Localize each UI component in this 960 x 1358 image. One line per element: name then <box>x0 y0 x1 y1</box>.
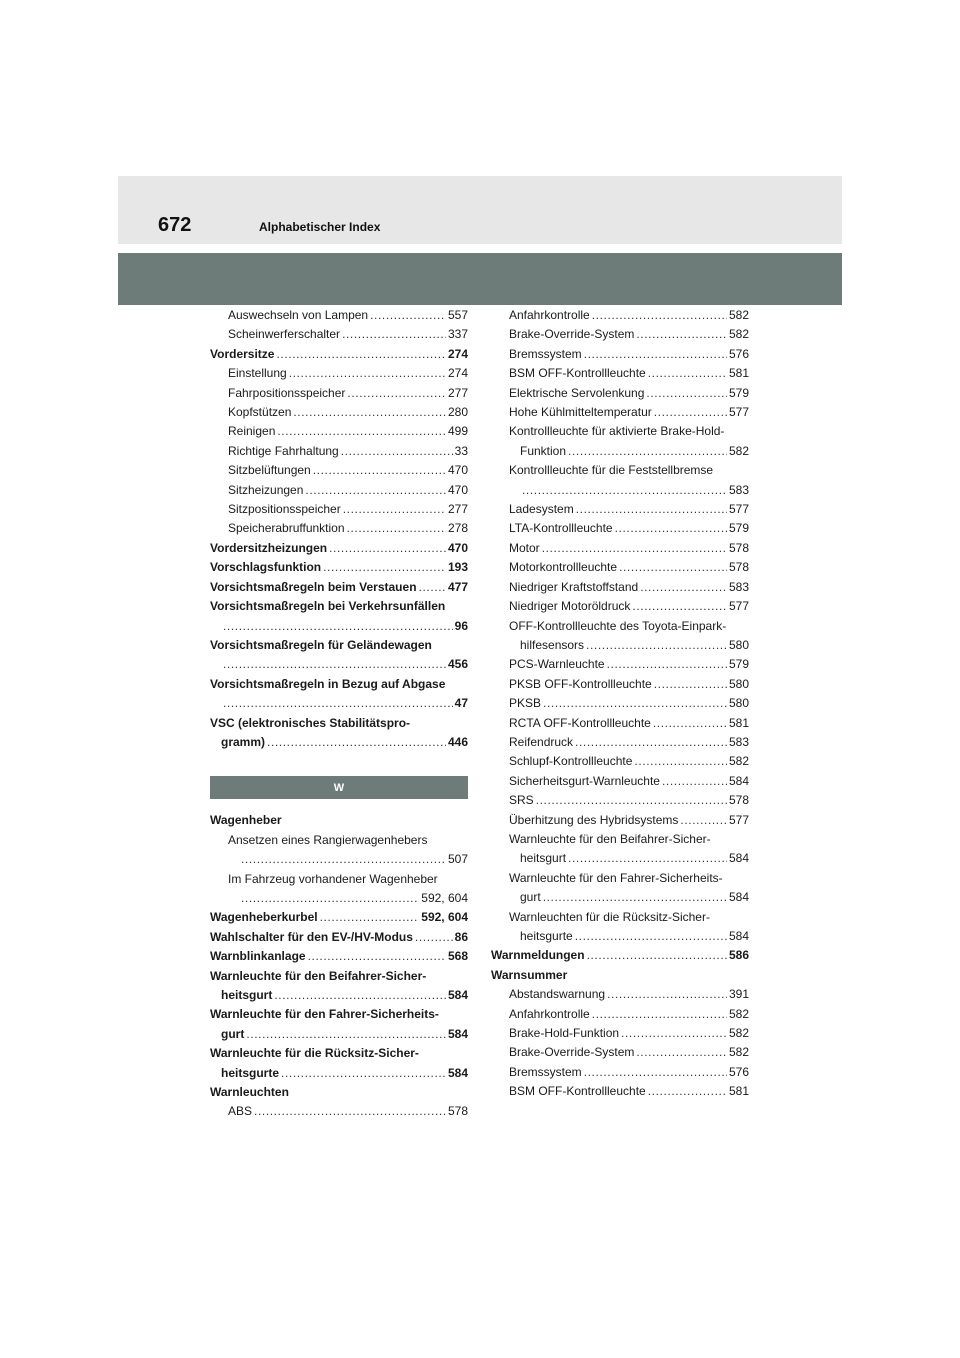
index-entry-term: Richtige Fahrhaltung <box>228 443 339 458</box>
index-page-ref[interactable]: 581 <box>728 715 749 730</box>
index-entry-term: PKSB <box>509 696 542 711</box>
index-subentry[interactable] <box>210 403 468 422</box>
index-entry[interactable] <box>210 636 468 675</box>
index-entry-term: Sitzbelüftungen <box>228 463 311 478</box>
index-entry-term: Schlupf-Kontrollleuchte <box>509 754 633 769</box>
index-entry-term-continued: gurt <box>221 1026 245 1041</box>
index-subentry[interactable] <box>491 384 749 403</box>
dot-leader <box>313 461 446 480</box>
index-entry-term: Warnleuchte für den Fahrer-Sicherheits- <box>509 870 723 885</box>
dot-leader <box>267 733 446 752</box>
index-subentry[interactable] <box>210 306 468 325</box>
dot-leader <box>241 850 446 869</box>
index-subentry[interactable] <box>491 1063 749 1082</box>
dot-leader <box>274 986 446 1005</box>
dot-leader <box>276 345 446 364</box>
index-column-right <box>491 306 749 1102</box>
index-entry-term: BSM OFF-Kontrollleuchte <box>509 1084 646 1099</box>
index-entry-term: Vorsichtsmaßregeln für Geländewagen <box>210 637 432 652</box>
index-page-ref[interactable]: 277 <box>447 385 468 400</box>
index-subentry[interactable] <box>491 461 749 500</box>
index-page-ref[interactable]: 584 <box>728 890 749 905</box>
index-entry-term: Fahrpositionsspeicher <box>228 385 346 400</box>
index-entry-term: Warnblinkanlage <box>210 949 306 964</box>
index-entry-term: Im Fahrzeug vorhandener Wagenheber <box>228 871 438 886</box>
index-entry[interactable] <box>491 966 749 985</box>
index-page-ref[interactable]: 86 <box>454 929 468 944</box>
index-page-ref[interactable]: 581 <box>728 366 749 381</box>
index-page-ref[interactable]: 577 <box>728 405 749 420</box>
index-entry-term: Speicherabruffunktion <box>228 521 345 536</box>
index-subentry[interactable] <box>491 869 749 908</box>
index-entry[interactable] <box>210 811 468 830</box>
dot-leader <box>586 636 727 655</box>
dot-leader <box>648 364 727 383</box>
index-page-ref[interactable]: 577 <box>728 502 749 517</box>
index-entry-term: Scheinwerferschalter <box>228 327 341 342</box>
dot-leader <box>543 888 727 907</box>
index-page-ref[interactable]: 579 <box>728 385 749 400</box>
index-page-ref[interactable]: 592, 604 <box>421 910 468 925</box>
dot-leader <box>293 403 446 422</box>
dot-leader <box>621 1024 727 1043</box>
dot-leader <box>619 558 727 577</box>
dot-leader <box>634 752 727 771</box>
index-page-ref[interactable]: 446 <box>447 734 468 749</box>
index-page-ref[interactable]: 580 <box>728 696 749 711</box>
index-subentry[interactable] <box>491 403 749 422</box>
index-page-ref[interactable]: 278 <box>447 521 468 536</box>
index-entry-term: Vorsichtsmaßregeln beim Verstauen <box>210 579 417 594</box>
index-entry-term: Sitzpositionsspeicher <box>228 502 341 517</box>
index-page-ref[interactable]: 583 <box>728 482 749 497</box>
index-subentry[interactable] <box>210 461 468 480</box>
dot-leader <box>254 1102 446 1121</box>
index-entry-term: Ansetzen eines Rangierwagenhebers <box>228 832 428 847</box>
index-page-ref[interactable]: 582 <box>728 754 749 769</box>
index-subentry[interactable] <box>491 733 749 752</box>
index-entry-term-continued: gurt <box>520 890 541 905</box>
index-subentry[interactable] <box>491 655 749 674</box>
index-page-ref[interactable]: 583 <box>728 579 749 594</box>
index-page-ref[interactable]: 470 <box>447 463 468 478</box>
index-entry[interactable] <box>210 578 468 597</box>
index-entry-term: Überhitzung des Hybridsystems <box>509 812 679 827</box>
dot-leader <box>646 384 727 403</box>
index-subentry[interactable] <box>491 306 749 325</box>
index-subentry[interactable] <box>210 870 468 909</box>
index-subentry[interactable] <box>210 422 468 441</box>
index-entry-term: Anfahrkontrolle <box>509 1006 590 1021</box>
index-entry[interactable] <box>210 1083 468 1102</box>
index-page-ref[interactable]: 577 <box>728 812 749 827</box>
dot-leader <box>636 1043 727 1062</box>
index-subentry[interactable] <box>491 791 749 810</box>
section-band <box>118 253 842 305</box>
index-page-ref[interactable]: 582 <box>728 1045 749 1060</box>
index-entry-term-continued: Funktion <box>520 443 567 458</box>
index-entry-term: Brake-Override-System <box>509 1045 635 1060</box>
index-page-ref[interactable]: 582 <box>728 443 749 458</box>
index-page-ref[interactable]: 578 <box>728 540 749 555</box>
dot-leader <box>536 791 727 810</box>
index-subentry[interactable] <box>491 558 749 577</box>
dot-leader <box>615 519 727 538</box>
index-subentry[interactable] <box>491 985 749 1004</box>
index-page-ref[interactable]: 578 <box>728 793 749 808</box>
index-subentry[interactable] <box>210 325 468 344</box>
index-page-ref[interactable]: 280 <box>447 405 468 420</box>
index-page-ref[interactable]: 577 <box>728 599 749 614</box>
index-page-ref[interactable]: 33 <box>454 443 468 458</box>
dot-leader <box>662 772 727 791</box>
index-subentry[interactable] <box>210 1102 468 1121</box>
index-entry[interactable] <box>210 558 468 577</box>
index-entry-term: Vordersitzheizungen <box>210 540 328 555</box>
index-page-ref[interactable]: 470 <box>447 540 468 555</box>
dot-leader <box>654 403 727 422</box>
dot-leader <box>680 811 727 830</box>
index-page-ref[interactable]: 578 <box>728 560 749 575</box>
header-band <box>118 176 842 244</box>
index-entry[interactable] <box>210 967 468 1006</box>
index-page-ref[interactable]: 582 <box>728 1006 749 1021</box>
index-page-ref[interactable]: 582 <box>728 327 749 342</box>
index-entry-term: Niedriger Motoröldruck <box>509 599 631 614</box>
index-subentry[interactable] <box>491 617 749 656</box>
index-entry-term: Niedriger Kraftstoffstand <box>509 579 639 594</box>
dot-leader <box>370 306 446 325</box>
dot-leader <box>323 558 446 577</box>
page-number: 672 <box>158 214 192 236</box>
index-entry[interactable] <box>210 539 468 558</box>
dot-leader <box>223 694 453 713</box>
dot-leader <box>648 1082 727 1101</box>
index-entry-term: PKSB OFF-Kontrollleuchte <box>509 676 652 691</box>
index-entry-term: Ladesystem <box>509 502 574 517</box>
index-page-ref[interactable]: 580 <box>728 676 749 691</box>
index-entry-term: Einstellung <box>228 366 287 381</box>
dot-leader <box>542 539 727 558</box>
dot-leader <box>587 946 727 965</box>
index-page-ref[interactable]: 470 <box>447 482 468 497</box>
index-page-ref[interactable]: 584 <box>728 851 749 866</box>
dot-leader <box>246 1025 446 1044</box>
index-entry-term: Brake-Hold-Funktion <box>509 1026 620 1041</box>
index-subentry[interactable] <box>491 1024 749 1043</box>
dot-leader <box>575 733 727 752</box>
index-entry-term: Wagenheber <box>210 813 282 828</box>
index-page-ref[interactable]: 507 <box>447 852 468 867</box>
index-page-ref[interactable]: 274 <box>447 346 468 361</box>
index-page-ref[interactable]: 274 <box>447 366 468 381</box>
index-page-ref[interactable]: 499 <box>447 424 468 439</box>
index-entry-term: Auswechseln von Lampen <box>228 308 369 322</box>
index-entry-term: Motorkontrollleuchte <box>509 560 618 575</box>
dot-leader <box>305 481 446 500</box>
index-page-ref[interactable]: 582 <box>728 1026 749 1041</box>
dot-leader <box>607 985 727 1004</box>
index-page-ref[interactable]: 579 <box>728 521 749 536</box>
index-subentry[interactable] <box>491 1005 749 1024</box>
index-page-ref[interactable]: 96 <box>454 618 468 633</box>
index-entry[interactable] <box>210 714 468 753</box>
dot-leader <box>419 578 446 597</box>
dot-leader <box>632 597 727 616</box>
dot-leader <box>653 714 727 733</box>
index-subentry[interactable] <box>491 1043 749 1062</box>
index-entry[interactable] <box>210 908 468 927</box>
index-entry-term: Warnleuchte für den Fahrer-Sicherheits- <box>210 1007 439 1022</box>
index-page-ref[interactable]: 584 <box>728 773 749 788</box>
dot-leader <box>415 928 453 947</box>
index-entry-term: Elektrische Servolenkung <box>509 385 645 400</box>
index-entry-term: PCS-Warnleuchte <box>509 657 605 672</box>
dot-leader <box>592 1005 727 1024</box>
dot-leader <box>575 927 727 946</box>
index-entry-term-continued: heitsgurt <box>520 851 567 866</box>
index-column-left <box>210 306 468 1122</box>
index-entry-term-continued: heitsgurte <box>221 1065 280 1080</box>
dot-leader <box>343 500 446 519</box>
dot-leader <box>223 617 453 636</box>
index-page-ref[interactable]: 568 <box>447 949 468 964</box>
index-subentry[interactable] <box>491 752 749 771</box>
index-page-ref[interactable]: 193 <box>447 560 468 575</box>
index-subentry[interactable] <box>491 597 749 616</box>
index-page-ref[interactable]: 592, 604 <box>421 890 468 905</box>
index-page-ref[interactable]: 477 <box>447 579 468 594</box>
index-entry-term: Vorschlagsfunktion <box>210 560 322 575</box>
index-page-ref[interactable]: 584 <box>728 929 749 943</box>
dot-leader <box>281 1064 446 1083</box>
index-page-ref[interactable]: 557 <box>447 308 468 322</box>
index-entry-term: Kopfstützen <box>228 405 292 420</box>
index-entry[interactable] <box>210 345 468 364</box>
index-entry-term: Anfahrkontrolle <box>509 308 590 322</box>
index-subentry[interactable] <box>491 325 749 344</box>
index-subentry[interactable] <box>491 539 749 558</box>
index-subentry[interactable] <box>210 364 468 383</box>
index-page-ref[interactable]: 337 <box>447 327 468 342</box>
index-entry[interactable] <box>210 1005 468 1044</box>
index-subentry[interactable] <box>491 578 749 597</box>
index-entry-term: Motor <box>509 540 540 555</box>
index-entry-term: Kontrollleuchte für die Feststellbremse <box>509 463 714 478</box>
index-entry-term: Kontrollleuchte für aktivierte Brake-Hold- <box>509 424 725 439</box>
index-entry-term-continued: gramm) <box>221 734 266 749</box>
index-entry[interactable] <box>210 1044 468 1083</box>
index-entry-term: Vorsichtsmaßregeln bei Verkehrsunfällen <box>210 599 446 614</box>
index-subentry[interactable] <box>210 500 468 519</box>
dot-leader <box>320 908 420 927</box>
index-subentry[interactable] <box>491 714 749 733</box>
index-subentry[interactable] <box>491 422 749 461</box>
index-page-ref[interactable]: 578 <box>447 1104 468 1119</box>
index-entry-term: Warnleuchte für den Beifahrer-Sicher- <box>210 968 427 983</box>
index-entry-term: Warnleuchte für den Beifahrer-Sicher- <box>509 831 711 846</box>
index-page-ref[interactable]: 47 <box>454 696 468 711</box>
index-entry-term: Warnleuchte für die Rücksitz-Sicher- <box>210 1046 419 1061</box>
index-entry-term-continued: hilfesensors <box>520 637 585 652</box>
index-entry-term: Hohe Kühlmitteltemperatur <box>509 405 652 420</box>
index-entry-term: Reifendruck <box>509 734 574 749</box>
dot-leader <box>342 325 446 344</box>
index-entry-term: Warnleuchten <box>210 1085 289 1100</box>
index-page-ref[interactable]: 576 <box>728 346 749 361</box>
dot-leader <box>592 306 727 325</box>
index-entry-term: Bremssystem <box>509 346 582 361</box>
dot-leader <box>277 422 446 441</box>
index-subentry[interactable] <box>491 811 749 830</box>
index-entry-term-continued: heitsgurt <box>221 988 273 1002</box>
index-entry-term-continued: heitsgurte <box>520 929 573 943</box>
dot-leader <box>289 364 446 383</box>
index-entry-term: Warnleuchten für die Rücksitz-Sicher- <box>509 909 710 924</box>
index-entry-term: Warnsummer <box>491 967 568 982</box>
index-entry[interactable] <box>210 597 468 636</box>
index-entry-term: SRS <box>509 793 534 808</box>
index-page-ref[interactable]: 582 <box>728 308 749 322</box>
index-page-ref[interactable]: 584 <box>447 988 468 1002</box>
index-entry-term: Bremssystem <box>509 1064 582 1079</box>
dot-leader <box>640 578 727 597</box>
index-entry-term: Brake-Override-System <box>509 327 635 342</box>
header-title: Alphabetischer Index <box>259 220 381 234</box>
index-page-ref[interactable]: 579 <box>728 657 749 672</box>
index-entry[interactable] <box>491 946 749 965</box>
dot-leader <box>543 694 727 713</box>
index-page-ref[interactable]: 583 <box>728 734 749 749</box>
index-subentry[interactable] <box>210 831 468 870</box>
index-entry[interactable] <box>210 675 468 714</box>
index-entry-term: Abstandswarnung <box>509 987 606 1002</box>
dot-leader <box>568 442 727 461</box>
dot-leader <box>576 500 727 519</box>
index-subentry[interactable] <box>491 500 749 519</box>
index-entry-term: RCTA OFF-Kontrollleuchte <box>509 715 651 730</box>
dot-leader <box>584 1063 727 1082</box>
dot-leader <box>584 345 727 364</box>
dot-leader <box>347 519 446 538</box>
index-page-ref[interactable]: 584 <box>447 1026 468 1041</box>
index-subentry[interactable] <box>491 675 749 694</box>
dot-leader <box>636 325 727 344</box>
index-page-ref[interactable]: 456 <box>447 657 468 672</box>
index-subentry[interactable] <box>210 384 468 403</box>
index-entry-term: LTA-Kontrollleuchte <box>509 521 613 536</box>
index-page-ref[interactable]: 584 <box>447 1065 468 1080</box>
index-subentry[interactable] <box>491 694 749 713</box>
dot-leader <box>329 539 446 558</box>
index-letter-heading: W <box>210 776 468 799</box>
index-subentry[interactable] <box>491 364 749 383</box>
dot-leader <box>308 947 446 966</box>
index-entry-term: BSM OFF-Kontrollleuchte <box>509 366 646 381</box>
index-subentry[interactable] <box>491 345 749 364</box>
index-subentry[interactable] <box>210 519 468 538</box>
index-subentry[interactable] <box>210 442 468 461</box>
index-entry-term: Sitzheizungen <box>228 482 304 497</box>
dot-leader <box>341 442 453 461</box>
index-subentry[interactable] <box>491 772 749 791</box>
index-entry-term: Reinigen <box>228 424 276 439</box>
index-subentry[interactable] <box>491 830 749 869</box>
index-entry-term: VSC (elektronisches Stabilitätspro- <box>210 715 411 730</box>
index-page-ref[interactable]: 277 <box>447 502 468 517</box>
index-entry-term: ABS <box>228 1104 253 1119</box>
index-subentry[interactable] <box>491 519 749 538</box>
dot-leader <box>223 655 446 674</box>
index-subentry[interactable] <box>210 481 468 500</box>
index-entry-term: Vordersitze <box>210 346 275 361</box>
index-entry-term: Vorsichtsmaßregeln in Bezug auf Abgase <box>210 676 446 691</box>
index-page-ref[interactable]: 581 <box>728 1084 749 1099</box>
index-entry-term: Sicherheitsgurt-Warnleuchte <box>509 773 660 788</box>
index-entry-term: Wagenheberkurbel <box>210 910 318 925</box>
index-subentry[interactable] <box>491 908 749 947</box>
index-page-ref[interactable]: 576 <box>728 1064 749 1079</box>
dot-leader <box>522 481 727 500</box>
index-page-ref[interactable]: 391 <box>728 987 749 1002</box>
index-page-ref[interactable]: 586 <box>728 948 749 963</box>
index-entry-term: OFF-Kontrollleuchte des Toyota-Einpark- <box>509 618 727 633</box>
dot-leader <box>654 675 727 694</box>
index-page-ref[interactable]: 580 <box>728 637 749 652</box>
index-subentry[interactable] <box>491 1082 749 1101</box>
dot-leader <box>241 889 419 908</box>
index-entry[interactable] <box>210 928 468 947</box>
dot-leader <box>607 655 727 674</box>
dot-leader <box>568 849 727 868</box>
dot-leader <box>347 384 446 403</box>
index-entry-term: Warnmeldungen <box>491 948 585 963</box>
index-entry-term: Wahlschalter für den EV-/HV-Modus <box>210 929 413 944</box>
index-entry[interactable] <box>210 947 468 966</box>
